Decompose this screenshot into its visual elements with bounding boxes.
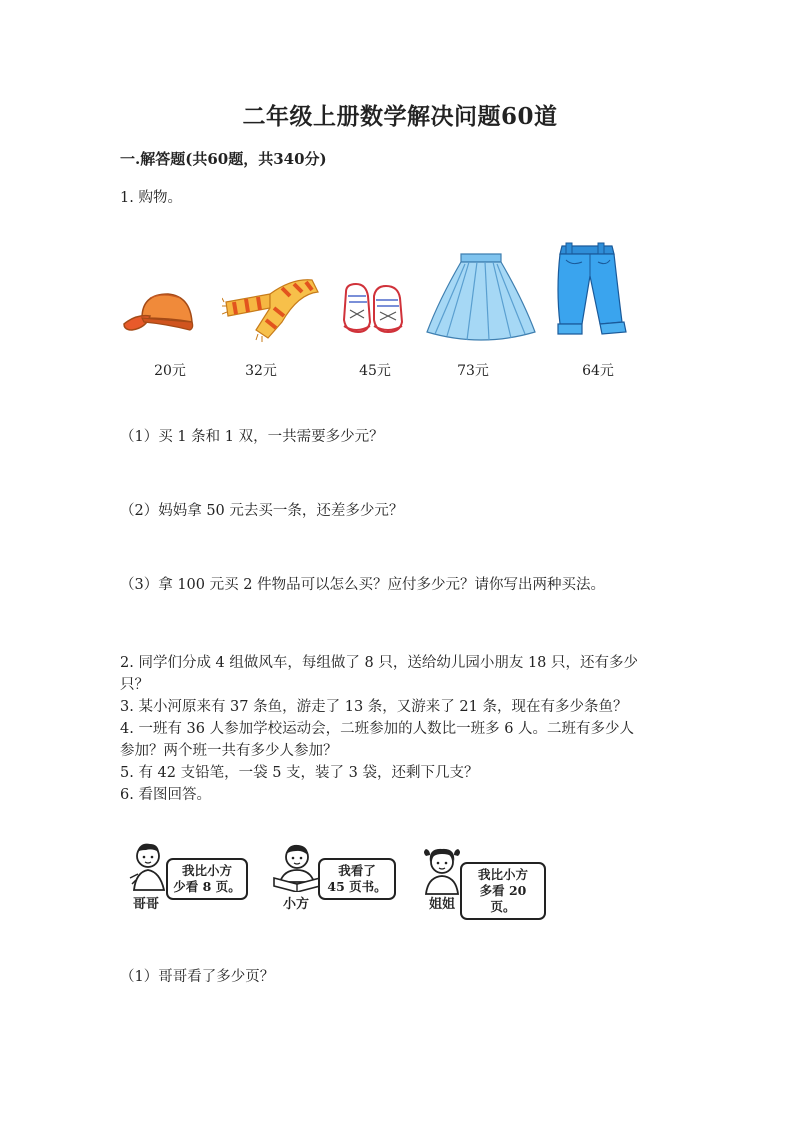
girl-icon [418, 846, 466, 896]
price-pants: 64元 [582, 363, 614, 379]
scarf-icon [222, 272, 322, 344]
question-3: 3. 某小河原来有 37 条鱼，游走了 13 条，又游来了 21 条，现在有多少条鱼？ [120, 699, 628, 715]
shoes-icon [340, 282, 408, 334]
bubble-xiaofang-line-1: 我看了 [338, 863, 376, 878]
person-name-jiejie: 姐姐 [428, 897, 455, 912]
question-4 [120, 718, 634, 762]
child-reading-icon [270, 842, 324, 892]
question-1-sub-3: （3）拿 100 元买 2 件物品可以怎么买？应付多少元？请你写出两种买法。 [120, 577, 606, 593]
price-skirt: 73元 [457, 363, 489, 379]
question-6-sub-1: （1）哥哥看了多少页？ [120, 969, 275, 985]
person-name-xiaofang: 小方 [282, 897, 309, 912]
bubble-gege-line-1: 我比小方 [181, 863, 232, 878]
question-6-label: 6. 看图回答。 [120, 787, 211, 803]
price-shoes: 45元 [359, 363, 391, 379]
question-4-line-2: 参加？两个班一共有多少人参加？ [120, 743, 338, 759]
speech-bubble-jiejie [460, 862, 546, 920]
question-1-sub-2: （2）妈妈拿 50 元去买一条，还差多少元？ [120, 503, 404, 519]
price-cap: 20元 [154, 363, 186, 379]
question-2-line-2: 只？ [120, 677, 149, 693]
page-title: 二年级上册数学解决问题60道 [242, 103, 558, 130]
bubble-jiejie-line-1: 我比小方 [477, 867, 528, 882]
skirt-icon [425, 250, 537, 346]
question-5: 5. 有 42 支铅笔，一袋 5 支，装了 3 袋，还剩下几支？ [120, 765, 479, 781]
person-name-gege: 哥哥 [132, 897, 159, 912]
question-4-line-1: 4. 一班有 36 人参加学校运动会，二班参加的人数比一班多 6 人。二班有多少人 [120, 721, 635, 737]
section-heading: 一.解答题(共60题，共340分) [120, 150, 327, 168]
question-1-label: 1. 购物。 [120, 190, 182, 206]
question-2 [120, 652, 638, 696]
boy-icon [126, 840, 170, 892]
question-1-sub-1: （1）买 1 条和 1 双，一共需要多少元？ [120, 429, 384, 445]
speech-bubble-xiaofang [318, 858, 396, 900]
bubble-gege-line-2: 少看 8 页。 [173, 879, 241, 894]
question-2-line-1: 2. 同学们分成 4 组做风车，每组做了 8 只，送给幼儿园小朋友 18 只，还有多少 [120, 655, 638, 671]
speech-bubble-gege [166, 858, 248, 900]
price-scarf: 32元 [245, 363, 277, 379]
bubble-jiejie-line-2: 多看 20 页。 [479, 883, 527, 914]
bubble-xiaofang-line-2: 45 页书。 [327, 879, 387, 894]
pants-icon [552, 240, 632, 340]
cap-icon [120, 288, 200, 338]
